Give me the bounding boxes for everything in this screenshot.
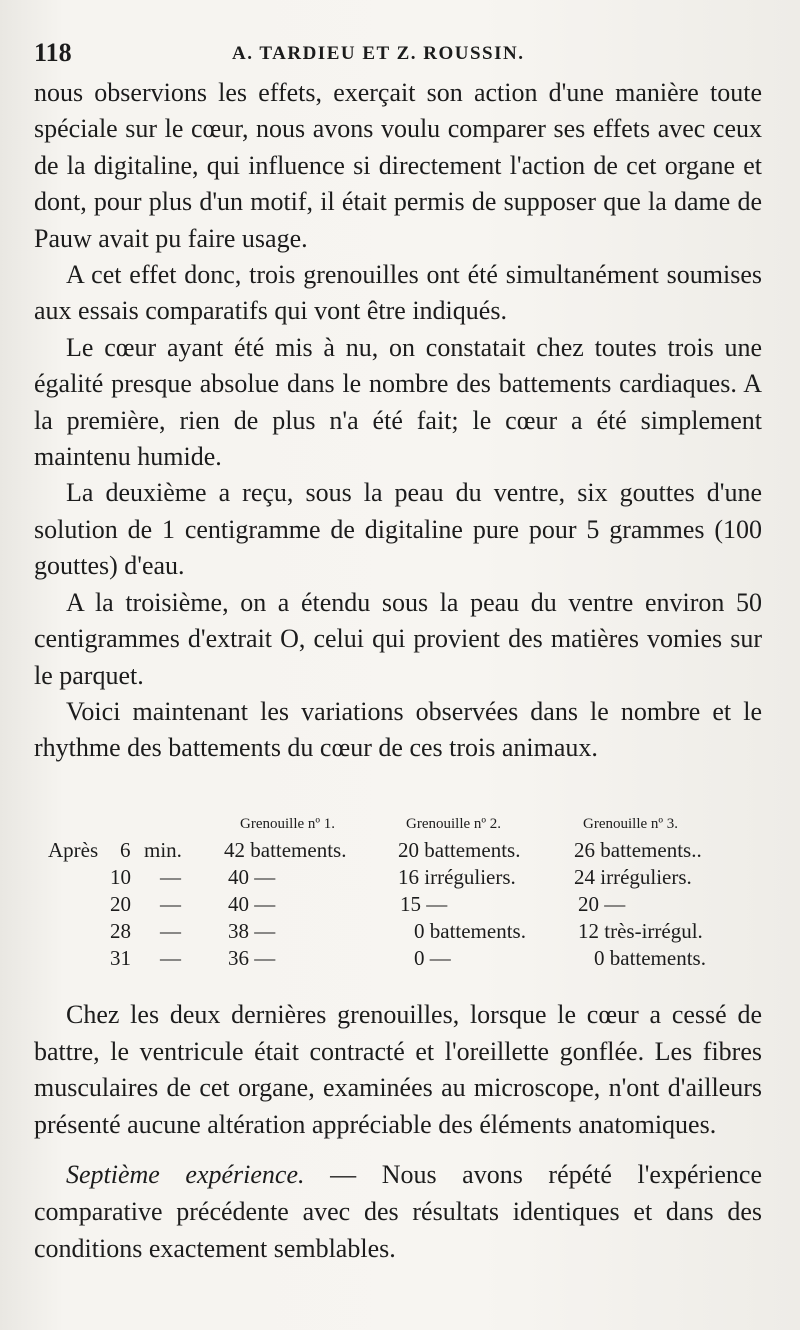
cell-grenouille-1: 38 — [228, 919, 276, 943]
body-text-bottom [34, 997, 762, 1267]
running-head: A. TARDIEU ET Z. ROUSSIN. [232, 43, 525, 64]
table-row [48, 865, 762, 892]
cell-grenouille-2: 0 battements. [414, 919, 526, 943]
paragraph: A la troisième, on a étendu sous la peau du ventre environ 50 centigrammes d'extrait O, celui qui provient des matières vomies sur le parquet. [34, 587, 762, 690]
column-header-grenouille-2: Grenouille nº 2. [406, 816, 502, 832]
column-header-grenouille-3: Grenouille nº 3. [583, 816, 679, 832]
paragraph: A cet effet donc, trois grenouilles ont été simultanément soumises aux essais comparatifs qui vont être indiqués. [34, 260, 762, 326]
time-value: 10 [110, 865, 131, 889]
page-number: 118 [34, 38, 72, 67]
time-unit: — [160, 892, 181, 916]
table-row [48, 838, 762, 865]
seventh-experiment-paragraph [34, 1157, 762, 1267]
experiment-text: — Nous avons répété l'expérience comparative précédente avec des résultats identiques et dans des conditions exactement semblables. [34, 1160, 762, 1263]
paragraph: Voici maintenant les variations observées dans le nombre et le rhythme des battements du cœur de ces trois animaux. [34, 696, 762, 763]
cell-grenouille-2: 15 — [400, 892, 448, 916]
paragraph: nous observions les effets, exerçait son action d'une manière toute spéciale sur le cœur, nous avons voulu comparer ses effets avec ceux de la digitaline, qui influence si directement l'action de cet organe et dont, pour plus d'un motif, il était permis de supposer que la dame de Pauw avait pu faire usage. [34, 78, 762, 253]
paragraph: La deuxième a reçu, sous la peau du ventre, six gouttes d'une solution de 1 centigramme de digitaline pure pour 5 grammes (100 gouttes) d'eau. [34, 478, 762, 581]
page-header [34, 38, 770, 68]
time-unit: — [160, 946, 181, 970]
cell-grenouille-1: 36 — [228, 946, 276, 970]
cell-grenouille-3: 20 — [578, 892, 626, 916]
cell-grenouille-3: 26 battements.. [574, 838, 702, 862]
cell-grenouille-2: 20 battements. [398, 838, 521, 862]
time-value: 6 [120, 838, 131, 862]
paragraph: Chez les deux dernières grenouilles, lorsque le cœur a cessé de battre, le ventricule était contracté et l'oreillette gonflée. Les fibres musculaires de cet organe, examinées au microscope, n'ont d'ailleurs présenté aucune altération appréciable des éléments anatomiques. [34, 1000, 762, 1139]
cell-grenouille-2: 0 — [414, 946, 451, 970]
cell-grenouille-3: 24 irréguliers. [574, 865, 692, 889]
column-header-grenouille-1: Grenouille nº 1. [240, 816, 336, 832]
table-row [48, 946, 762, 973]
time-label: Après [48, 838, 99, 862]
cell-grenouille-3: 0 battements. [594, 946, 706, 970]
table-header [48, 812, 762, 838]
time-value: 28 [110, 919, 131, 943]
heartbeat-table [48, 812, 762, 973]
table-row [48, 892, 762, 919]
time-unit: min. [144, 838, 182, 862]
time-value: 20 [110, 892, 131, 916]
cell-grenouille-1: 42 battements. [224, 838, 347, 862]
time-value: 31 [110, 946, 131, 970]
cell-grenouille-2: 16 irréguliers. [398, 865, 516, 889]
cell-grenouille-3: 12 très-irrégul. [578, 919, 703, 943]
table-row [48, 919, 762, 946]
body-text-top [34, 75, 762, 767]
experiment-title: Septième expérience. [66, 1160, 305, 1190]
paragraph: Le cœur ayant été mis à nu, on constatait chez toutes trois une égalité presque absolue dans le nombre des battements cardiaques. A la première, rien de plus n'a été fait; le cœur a été simplement maintenu humide. [34, 332, 762, 472]
time-unit: — [160, 919, 181, 943]
cell-grenouille-1: 40 — [228, 865, 276, 889]
cell-grenouille-1: 40 — [228, 892, 276, 916]
time-unit: — [160, 865, 181, 889]
